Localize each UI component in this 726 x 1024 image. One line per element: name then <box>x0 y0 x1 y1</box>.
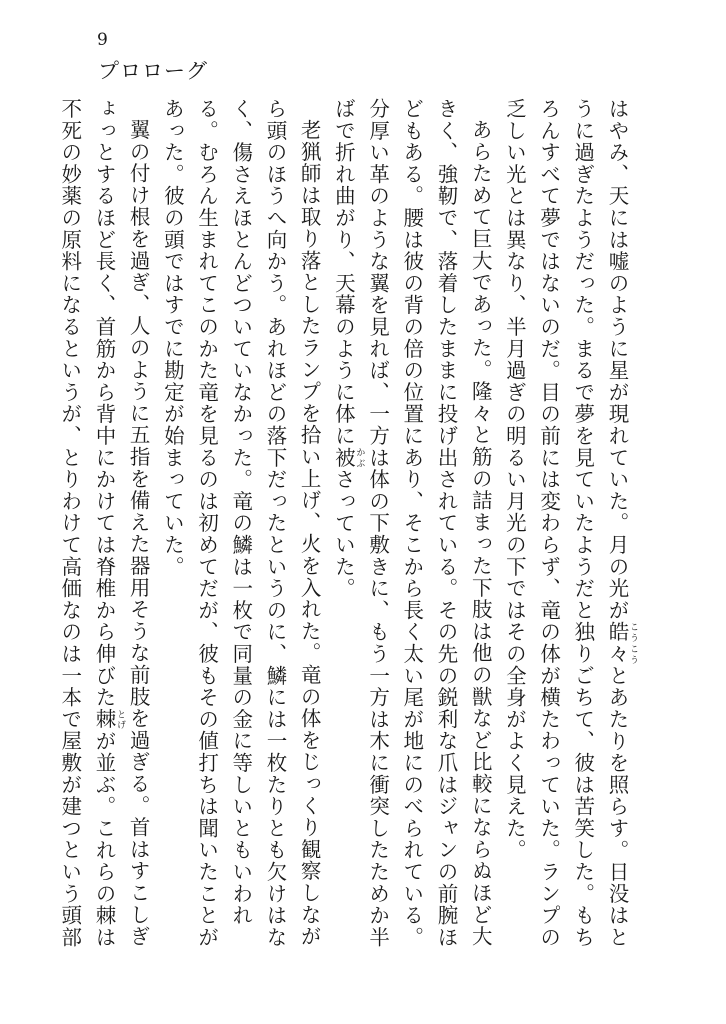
paragraph-1-text-b: とあたりを照らす。日没はとうに過ぎたようだった。まるで夢を見ていたようだと独りごちて、彼は苦笑した。もちろんすべて夢ではないのだ。目の前には変わらず、竜の体が横たわっていた。ランプの乏しい光とは異なり、半月過ぎの明るい月光の下ではその全身がよく見えた。 <box>502 98 629 949</box>
ruby-kabu-base: 被 <box>331 446 356 469</box>
ruby-toge <box>91 708 125 731</box>
ruby-toge-base: 棘 <box>91 708 116 731</box>
ruby-kokou-reading: こうこう <box>628 621 638 665</box>
body-text <box>53 98 638 968</box>
chapter-title: プロローグ <box>98 59 208 83</box>
paragraph-1 <box>497 98 638 968</box>
ruby-kabu <box>331 446 365 469</box>
paragraph-1-text-a: はやみ、天には嘘のように星が現れていた。月の光が <box>605 98 629 622</box>
ruby-kokou <box>605 621 638 665</box>
paragraph-2-text-b: さっていた。 <box>331 468 356 600</box>
paragraph-3: 老猟師は取り落としたランプを拾い上げ、火を入れた。竜の体をじっくり観察しながら頭のほうへ向かう。あれほどの落下だったというのに、鱗には一枚たりとも欠けはなく、傷さえほとんどついていなかった。竜の鱗は一枚で同量の金に等しいともいわれる。むろん生まれてこのかた竜を見るのは初めてだが、彼もその値打ちは聞いたことがあった。彼の頭ではすでに勘定が始まっていた。 <box>160 98 322 949</box>
paragraph-2 <box>326 98 497 968</box>
paragraph-4-text-b: が並ぶ。これらの棘は不死の妙薬の原料になるというが、とりわけて高価なのは一本で屋敷が建つという頭部 <box>57 98 116 949</box>
page-number: 9 <box>97 30 108 50</box>
paragraph-4 <box>53 98 156 968</box>
paragraph-2-text-a: あらためて巨大であった。隆々と筋の詰まった下肢は他の獣など比較にならぬほど大きく、強靭で、落着したままに投げ出されている。その先の鋭利な爪はジャンの前腕ほどもある。腰は彼の背の倍の位置にあり、そこから長く太い尾が地にのべられている。分厚い革のような翼を見れば、一方は体の下敷きに、もう一方は木に衝突したためか半ばで折れ曲がり、天幕のように体に <box>331 98 493 949</box>
ruby-kabu-reading: かぶ <box>354 446 365 469</box>
paragraph-4-text-a: 翼の付け根を過ぎ、人のように五指を備えた器用そうな前肢を過ぎる。首はすこしぎょっとするほど長く、首筋から背中にかけては脊椎から伸びた <box>91 98 151 947</box>
ruby-kokou-base: 皓々 <box>605 621 629 665</box>
ruby-toge-reading: とげ <box>114 708 125 731</box>
